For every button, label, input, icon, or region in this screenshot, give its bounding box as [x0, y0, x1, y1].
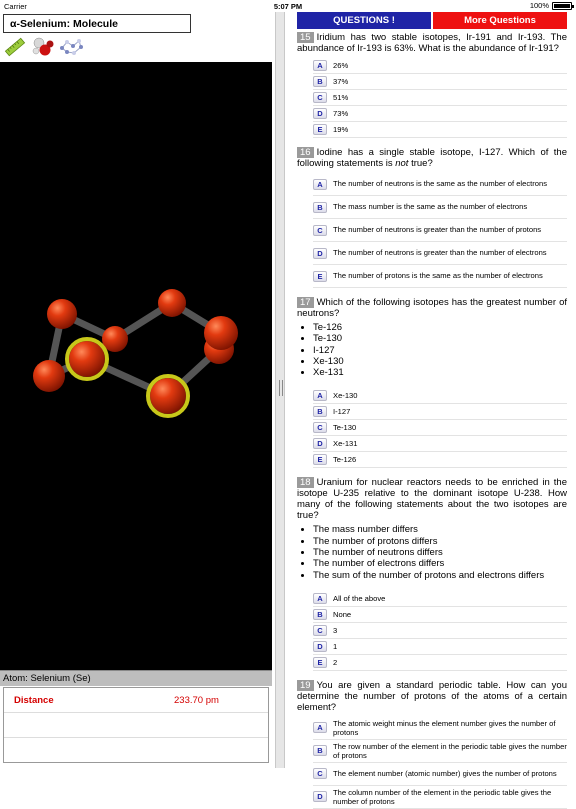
answer-option[interactable]	[313, 740, 567, 763]
answer-letter-button[interactable]: A	[313, 593, 327, 604]
answer-text: Xe-131	[333, 439, 358, 449]
molecule-viewer[interactable]	[0, 62, 272, 670]
question-bullet-list	[313, 322, 567, 378]
answer-option[interactable]	[313, 74, 567, 90]
bullet-item: • Te-130	[313, 333, 567, 344]
answer-letter-button[interactable]: C	[313, 625, 327, 636]
measurement-empty-row	[4, 713, 268, 738]
answer-letter-button[interactable]: B	[313, 202, 327, 213]
tab-more-questions[interactable]: More Questions	[433, 12, 567, 29]
distance-row	[4, 688, 268, 713]
questions-panel	[297, 12, 567, 806]
answer-options	[313, 58, 567, 138]
viewer-toolbar	[3, 36, 83, 58]
atom-label: Atom: Selenium (Se)	[0, 670, 272, 686]
question-text: You are given a standard periodic table. How can you determine the number of protons of the atoms of a certain element?	[297, 679, 567, 713]
bullet-item: • The sum of the number of protons and electrons differs	[313, 570, 567, 581]
answer-letter-button[interactable]: C	[313, 768, 327, 779]
question-tabs	[297, 12, 567, 29]
status-bar	[0, 0, 576, 12]
question-text: Uranium for nuclear reactors needs to be enriched in the isotope U-235 relative to the dominant isotope U-238. How many of the following statements about the two isotopes are true?	[297, 477, 567, 522]
answer-text: Te-130	[333, 423, 357, 433]
battery-percent: 100%	[529, 1, 549, 10]
answer-text: The number of neutrons is greater than the number of electrons	[333, 248, 547, 258]
answer-letter-button[interactable]: D	[313, 108, 327, 119]
answer-option[interactable]	[313, 436, 567, 452]
answer-option[interactable]	[313, 106, 567, 122]
answer-letter-button[interactable]: B	[313, 609, 327, 620]
answer-option[interactable]	[313, 452, 567, 468]
bullet-item: • The mass number differs	[313, 524, 567, 535]
answer-letter-button[interactable]: D	[313, 791, 327, 802]
answer-text: The column number of the element in the periodic table gives the number of protons	[333, 787, 552, 806]
answer-letter-button[interactable]: B	[313, 406, 327, 417]
answer-text: Te-126	[333, 455, 357, 465]
answer-text: 51%	[333, 92, 349, 102]
answer-letter-button[interactable]: B	[313, 745, 327, 756]
answer-text: The number of neutrons is the same as the number of electrons	[333, 179, 548, 189]
answer-text: 37%	[333, 76, 349, 86]
question-number-badge: 17	[297, 297, 314, 308]
answer-letter-button[interactable]: C	[313, 225, 327, 236]
answer-text: 73%	[333, 108, 349, 118]
structure-icon[interactable]	[59, 36, 83, 58]
question-text-emphasis: not	[395, 158, 409, 169]
answer-option[interactable]	[313, 623, 567, 639]
answer-letter-button[interactable]: E	[313, 454, 327, 465]
answer-text: The mass number is the same as the number of electrons	[333, 202, 528, 212]
bullet-item: • Xe-130	[313, 356, 567, 367]
answer-options	[313, 173, 567, 288]
answer-option[interactable]	[313, 786, 567, 809]
answer-text: The number of protons is the same as the number of electrons	[333, 271, 543, 281]
question-list	[297, 32, 567, 809]
answer-letter-button[interactable]: A	[313, 60, 327, 71]
answer-options	[313, 388, 567, 468]
answer-text: The atomic weight minus the element number gives the number of protons	[333, 718, 556, 737]
answer-text: The row number of the element in the periodic table gives the number of protons	[333, 741, 567, 760]
drag-handle-icon[interactable]	[279, 380, 283, 396]
answer-option[interactable]	[313, 763, 567, 786]
answer-option[interactable]	[313, 591, 567, 607]
answer-text: 3	[333, 625, 338, 635]
question-text: Iodine has a single stable isotope, I-127. Which of the following statements is	[297, 147, 567, 169]
answer-text: All of the above	[333, 593, 386, 603]
answer-letter-button[interactable]: A	[313, 390, 327, 401]
answer-letter-button[interactable]: A	[313, 179, 327, 190]
answer-text: None	[333, 609, 352, 619]
answer-text: Xe-130	[333, 391, 358, 401]
answer-option[interactable]	[313, 196, 567, 219]
answer-text: I-127	[333, 407, 351, 417]
molecule-panel	[0, 12, 275, 768]
answer-text: The element number (atomic number) gives the number of protons	[333, 769, 557, 779]
bullet-item: • The number of neutrons differs	[313, 547, 567, 558]
answer-letter-button[interactable]: C	[313, 92, 327, 103]
answer-option[interactable]	[313, 717, 567, 740]
answer-letter-button[interactable]: A	[313, 722, 327, 733]
answer-option[interactable]	[313, 607, 567, 623]
answer-letter-button[interactable]: E	[313, 124, 327, 135]
answer-option[interactable]	[313, 639, 567, 655]
answer-letter-button[interactable]: D	[313, 248, 327, 259]
measurement-panel	[3, 687, 269, 763]
distance-value: 233.70 pm	[174, 694, 219, 706]
answer-text: The number of neutrons is greater than the number of protons	[333, 225, 542, 235]
answer-options	[313, 591, 567, 671]
answer-option[interactable]	[313, 90, 567, 106]
answer-option[interactable]	[313, 655, 567, 671]
answer-text: 19%	[333, 124, 349, 134]
question-number-badge: 15	[297, 32, 314, 43]
answer-option[interactable]	[313, 58, 567, 74]
answer-letter-button[interactable]: C	[313, 422, 327, 433]
answer-option[interactable]	[313, 219, 567, 242]
bullet-item: • The number of electrons differs	[313, 558, 567, 569]
tab-questions[interactable]: QUESTIONS !	[297, 12, 431, 29]
bullet-item: • Te-126	[313, 322, 567, 333]
answer-letter-button[interactable]: E	[313, 657, 327, 668]
molecule-model-icon[interactable]	[31, 36, 55, 58]
answer-option[interactable]	[313, 122, 567, 138]
answer-option[interactable]	[313, 265, 567, 288]
question-text: Which of the following isotopes has the greatest number of neutrons?	[297, 297, 567, 319]
answer-text: 26%	[333, 60, 349, 70]
question-number-badge: 16	[297, 147, 314, 158]
question-text: Iridium has two stable isotopes, Ir-191 and Ir-193. The abundance of Ir-193 is 63%. What is the abundance of Ir-191?	[297, 32, 567, 54]
answer-option[interactable]	[313, 404, 567, 420]
carrier-label: Carrier	[4, 2, 27, 11]
answer-text: 2	[333, 657, 338, 667]
answer-options	[313, 717, 567, 809]
question-number-badge: 19	[297, 680, 314, 691]
bullet-item: • The number of protons differs	[313, 536, 567, 547]
bullet-item: • Xe-131	[313, 367, 567, 378]
question-item	[297, 297, 567, 319]
measurement-empty-row	[4, 738, 268, 763]
answer-option[interactable]	[313, 420, 567, 436]
answer-option[interactable]	[313, 173, 567, 196]
atoms[interactable]	[33, 289, 238, 414]
answer-letter-button[interactable]: B	[313, 76, 327, 87]
battery-icon	[552, 2, 572, 10]
answer-letter-button[interactable]: E	[313, 271, 327, 282]
clock: 5:07 PM	[273, 2, 303, 11]
molecule-title: α-Selenium: Molecule	[3, 14, 191, 33]
ruler-icon[interactable]	[3, 36, 27, 58]
answer-letter-button[interactable]: D	[313, 641, 327, 652]
question-item	[297, 147, 567, 169]
answer-text: 1	[333, 641, 338, 651]
question-bullet-list	[313, 524, 567, 580]
answer-option[interactable]	[313, 388, 567, 404]
bullet-item: • I-127	[313, 345, 567, 356]
question-item	[297, 680, 567, 713]
battery-indicator	[530, 1, 572, 10]
distance-label: Distance	[14, 694, 54, 706]
question-item	[297, 32, 567, 54]
question-number-badge: 18	[297, 477, 314, 488]
answer-option[interactable]	[313, 242, 567, 265]
question-text: true?	[408, 158, 433, 169]
answer-letter-button[interactable]: D	[313, 438, 327, 449]
question-item	[297, 477, 567, 521]
split-view-divider[interactable]	[275, 12, 285, 768]
